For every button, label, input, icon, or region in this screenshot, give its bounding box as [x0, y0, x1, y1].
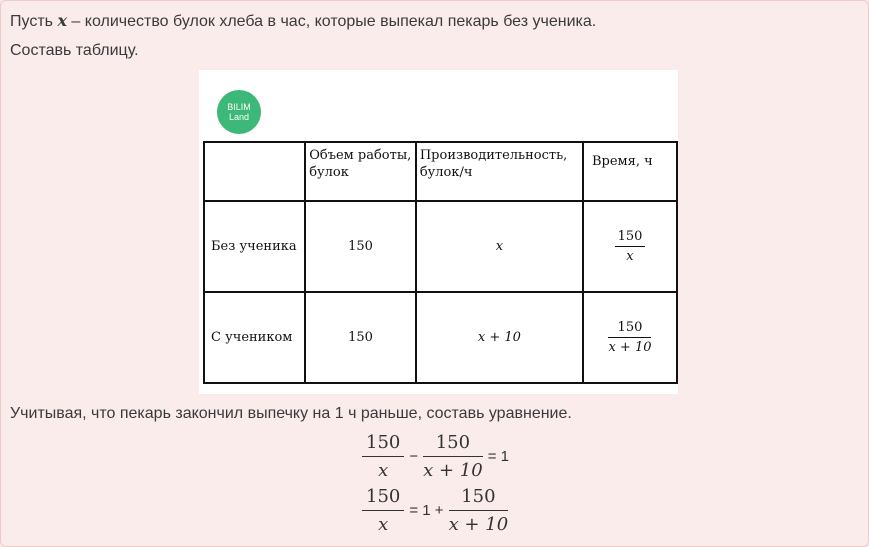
eq2-fraction-1 — [362, 486, 404, 535]
row-rate: x — [416, 201, 583, 292]
table-header-row — [204, 142, 677, 201]
fraction-numerator: 150 — [617, 229, 643, 244]
time-fraction — [608, 320, 651, 355]
table-row — [204, 201, 677, 292]
row-rate: x + 10 — [416, 292, 583, 383]
row-label: С учеником — [204, 292, 305, 383]
row-time — [583, 292, 677, 383]
eq2-mid: = 1 + — [409, 502, 444, 519]
intro-post: – количество булок хлеба в час, которые выпекал пекарь без ученика. — [66, 13, 597, 30]
table-figure — [199, 70, 678, 394]
eq1-f1-numerator: 150 — [366, 432, 401, 453]
fraction-denominator: x + 10 — [608, 340, 652, 355]
row-time — [583, 201, 677, 292]
row-work: 150 — [305, 201, 416, 292]
logo-line2: Land — [228, 112, 250, 122]
eq1-fraction-2 — [423, 432, 483, 481]
header-work-line1: Объем работы, — [309, 148, 412, 163]
eq1-f2-numerator: 150 — [435, 432, 471, 453]
eq1-rhs: = 1 — [487, 448, 509, 465]
eq2-f2-denominator: x + 10 — [448, 514, 509, 535]
eq1-f2-denominator: x + 10 — [423, 460, 483, 481]
equation-1 — [362, 432, 514, 481]
data-table — [203, 141, 678, 384]
eq2-f1-denominator: x — [378, 514, 389, 535]
row-label: Без ученика — [204, 201, 305, 292]
fraction-denominator: x — [626, 249, 634, 264]
intro-text — [10, 11, 596, 31]
eq2-f1-numerator: 150 — [366, 486, 401, 507]
row-work: 150 — [305, 292, 416, 383]
eq1-fraction-1 — [362, 432, 404, 481]
header-work — [305, 142, 416, 201]
table-row — [204, 292, 677, 383]
header-rate — [416, 142, 583, 201]
instruction-text: Составь таблицу. — [10, 42, 139, 59]
eq1-minus: − — [409, 448, 419, 465]
header-rate-line1: Производительность, — [419, 148, 568, 163]
time-fraction — [615, 229, 646, 264]
header-time: Время, ч — [583, 142, 677, 201]
bilimland-logo — [217, 90, 261, 134]
question-text: Учитывая, что пекарь закончил выпечку на 1 ч раньше, составь уравнение. — [10, 405, 572, 422]
intro-pre: Пусть — [10, 13, 58, 30]
eq1-f1-denominator: x — [378, 460, 389, 481]
eq2-fraction-2 — [449, 486, 509, 535]
fraction-numerator: 150 — [617, 320, 643, 335]
equation-2 — [362, 486, 508, 535]
variable-x: x — [57, 11, 67, 30]
logo-line1: BILIM — [227, 102, 251, 112]
header-rate-line2: булок/ч — [419, 165, 473, 180]
eq2-f2-numerator: 150 — [461, 486, 496, 507]
header-work-line2: булок — [309, 165, 349, 180]
header-empty — [204, 142, 305, 201]
